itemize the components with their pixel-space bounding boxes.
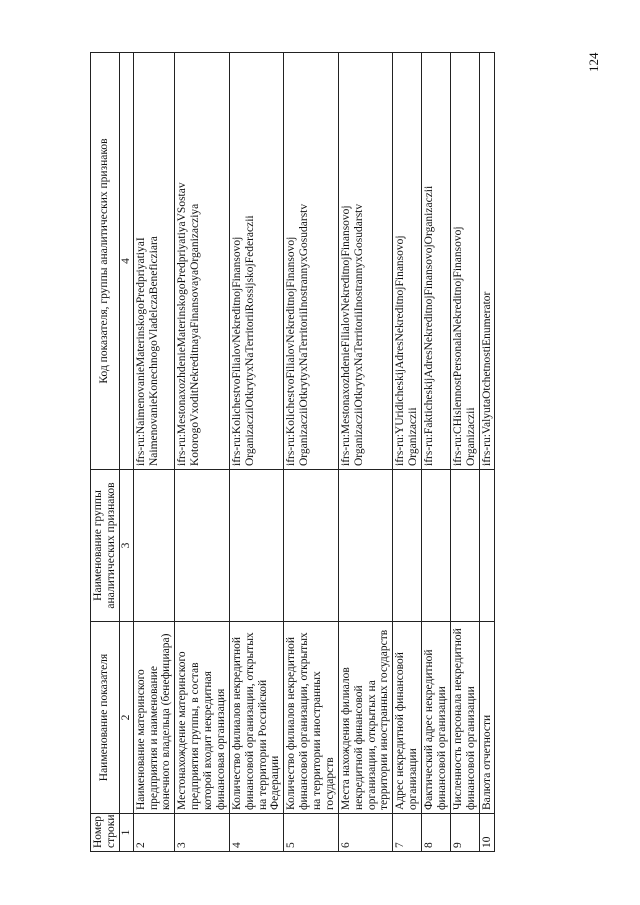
indicator-name: Фактический адрес некредитной финансовой организации <box>422 622 451 814</box>
header-group-name: Наименование группы аналитических признаков <box>91 470 120 622</box>
code-line: ifrs-ru:CHislennostPersonalaNekreditnojFinansovoj <box>451 226 464 466</box>
group-name <box>479 470 495 622</box>
code-line: ifrs-ru:KolichestvoFilialovNekreditnojFinansovoj <box>285 236 298 466</box>
group-name <box>422 470 451 622</box>
row-number: 8 <box>422 814 451 852</box>
indicator-code <box>479 53 495 470</box>
group-name <box>338 470 393 622</box>
code-line: OrganizacziiOtkrytyxNaTerritoriiRossijskojFederaczii <box>243 215 256 466</box>
indicator-name: Места нахождения филиалов некредитной финансовой организации, открытых на территории иностранных государств <box>338 622 393 814</box>
indicators-table <box>90 52 495 852</box>
column-index: 2 <box>119 622 133 814</box>
table-row <box>133 53 175 852</box>
indicator-name: Количество филиалов некредитной финансовой организации, открытых на территории Российской Федерации <box>229 622 284 814</box>
header-indicator-name: Наименование показателя <box>91 622 120 814</box>
row-number: 5 <box>284 814 339 852</box>
indicator-name: Местонахождение материнского предприятия группы, в состав которой входит некредитная финансовая организация <box>175 622 230 814</box>
table-body <box>133 53 495 852</box>
code-line: OrganizacziiOtkrytyxNaTerritoriiInostrannyxGosudarstv <box>352 203 365 466</box>
group-name <box>450 470 479 622</box>
indicator-code <box>284 53 339 470</box>
table-row <box>284 53 339 852</box>
table-row <box>479 53 495 852</box>
indicator-name: Количество филиалов некредитной финансовой организации, открытых на территории иностранных государств <box>284 622 339 814</box>
table-row <box>175 53 230 852</box>
indicator-name: Наименование материнского предприятия и наименование конечного владельца (бенефициара) <box>133 622 175 814</box>
indicator-code <box>338 53 393 470</box>
page-number: 124 <box>586 52 601 72</box>
table-row <box>229 53 284 852</box>
code-line: NaimenovanieKonechnogoVladelczaBeneficziara <box>147 236 160 466</box>
indicator-code <box>175 53 230 470</box>
table-row <box>393 53 422 852</box>
group-name <box>133 470 175 622</box>
rotated-page <box>90 52 510 852</box>
code-line: ifrs-ru:MestonaxozhdenieMaterinskogoPredpriyatiyaVSostav <box>176 182 189 466</box>
code-line: Organizaczii <box>464 407 477 466</box>
code-line: ifrs-ru:ValyutaOtchetnostiEnumerator <box>480 291 493 466</box>
indicator-code <box>393 53 422 470</box>
indicator-code <box>229 53 284 470</box>
table-row <box>450 53 479 852</box>
row-number: 6 <box>338 814 393 852</box>
table-row <box>338 53 393 852</box>
header-indicator-code: Код показателя, группы аналитических признаков <box>91 53 120 470</box>
code-line: ifrs-ru:KolichestvoFilialovNekreditnojFinansovoj <box>230 236 243 466</box>
indicator-name: Численность персонала некредитной финансовой организации <box>450 622 479 814</box>
column-index: 4 <box>119 53 133 470</box>
row-number: 3 <box>175 814 230 852</box>
indicator-name: Адрес некредитной финансовой организации <box>393 622 422 814</box>
row-number: 10 <box>479 814 495 852</box>
code-line: OrganizacziiOtkrytyxNaTerritoriiInostrannyxGosudarstv <box>298 203 311 466</box>
row-number: 7 <box>393 814 422 852</box>
indicator-code <box>422 53 451 470</box>
indicator-code <box>133 53 175 470</box>
group-name <box>229 470 284 622</box>
code-line: ifrs-ru:NaimenovanieMaterinskogoPredpriyatiyaI <box>134 237 147 466</box>
indicator-name: Валюта отчетности <box>479 622 495 814</box>
indicator-code <box>450 53 479 470</box>
column-index: 3 <box>119 470 133 622</box>
row-number: 2 <box>133 814 175 852</box>
column-index: 1 <box>119 814 133 852</box>
code-line: Organizaczii <box>407 407 420 466</box>
header-row-number: Номер строки <box>91 814 120 852</box>
code-line: ifrs-ru:FakticheskijAdresNekreditnojFinansovojOrganizaczii <box>423 185 435 466</box>
row-number: 4 <box>229 814 284 852</box>
group-name <box>284 470 339 622</box>
code-line: KotorogoVxoditNekreditnayaFinansovayaOrganizacziya <box>189 203 202 466</box>
group-name <box>175 470 230 622</box>
code-line: ifrs-ru:YUridicheskijAdresNekreditnojFinansovoj <box>394 235 407 466</box>
group-name <box>393 470 422 622</box>
table-row <box>422 53 451 852</box>
code-line: ifrs-ru:MestonaxozhdenieFilialovNekreditnojFinansovoj <box>339 205 352 466</box>
row-number: 9 <box>450 814 479 852</box>
